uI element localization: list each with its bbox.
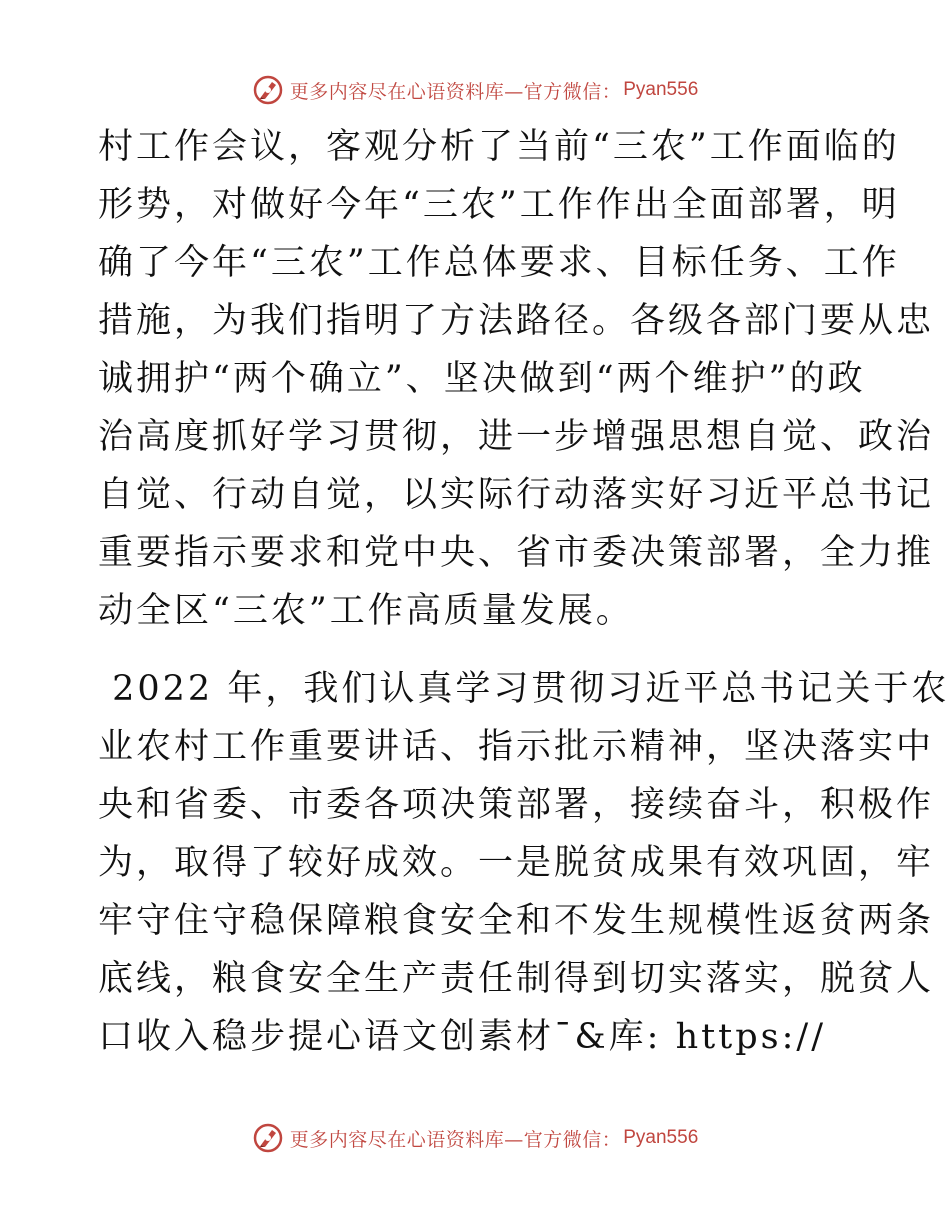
text-line: 央和省委、市委各项决策部署，接续奋斗，积极作	[98, 785, 935, 825]
footer-wechat-id: Pyan556	[623, 1127, 699, 1148]
brand-logo-icon	[252, 74, 284, 106]
header-banner-text: 更多内容尽在心语资料库—官方微信：	[289, 80, 622, 103]
text-line: 业农村工作重要讲话、指示批示精神，坚决落实中	[98, 727, 935, 767]
text-line: 诚拥护“两个确立”、坚决做到“两个维护”的政	[98, 359, 866, 399]
header-watermark	[0, 70, 950, 110]
paragraph-1	[98, 118, 935, 640]
brand-logo-icon	[252, 1122, 284, 1154]
text-line: 形势，对做好今年“三农”工作作出全面部署，明	[98, 185, 900, 225]
paragraph-gap	[98, 640, 858, 660]
text-line: 治高度抓好学习贯彻，进一步增强思想自觉、政治	[98, 417, 935, 457]
text-line: 口收入稳步提心语文创素材¯&库: https://	[98, 1017, 826, 1057]
paragraph-2	[98, 660, 950, 1066]
text-line: 措施，为我们指明了方法路径。各级各部门要从忠	[98, 301, 935, 341]
header-wechat-id: Pyan556	[623, 79, 699, 100]
text-line: 重要指示要求和党中央、省市委决策部署，全力推	[98, 533, 935, 573]
text-line: 村工作会议，客观分析了当前“三农”工作面临的	[98, 127, 900, 167]
text-line: 牢守住守稳保障粮食安全和不发生规模性返贫两条	[98, 901, 935, 941]
body-text	[98, 118, 950, 1066]
text-line: 2022 年，我们认真学习贯彻习近平总书记关于农	[98, 669, 950, 709]
footer-watermark	[0, 1118, 950, 1158]
text-line: 动全区“三农”工作高质量发展。	[98, 591, 634, 631]
text-line: 自觉、行动自觉，以实际行动落实好习近平总书记	[98, 475, 935, 515]
text-line: 确了今年“三农”工作总体要求、目标任务、工作	[98, 243, 900, 283]
footer-banner-text: 更多内容尽在心语资料库—官方微信：	[289, 1128, 622, 1151]
text-line: 为，取得了较好成效。一是脱贫成果有效巩固，牢	[98, 843, 935, 883]
text-line: 底线，粮食安全生产责任制得到切实落实，脱贫人	[98, 959, 935, 999]
